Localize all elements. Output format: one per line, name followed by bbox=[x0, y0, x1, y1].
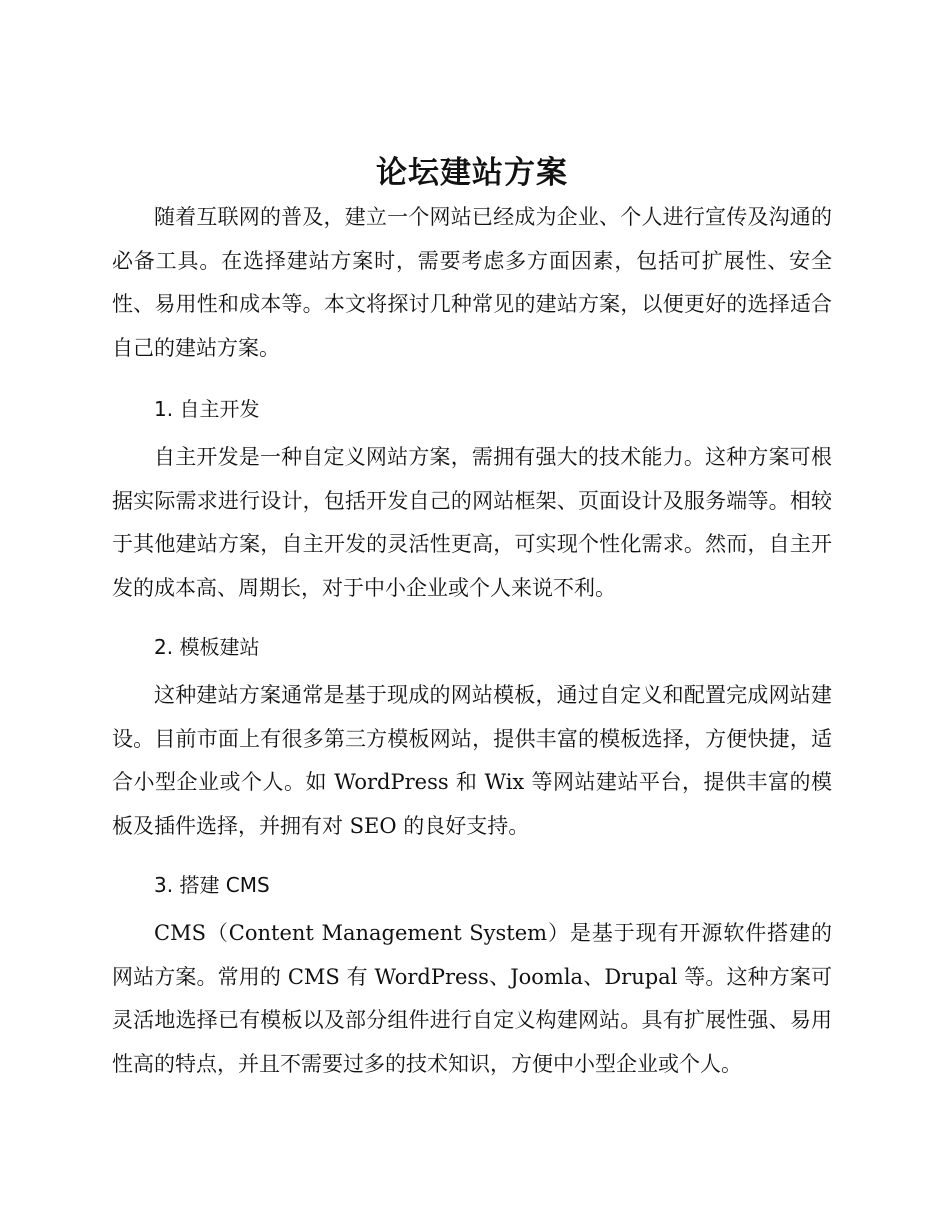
section-template-site bbox=[112, 632, 832, 848]
section-heading: 2. 模板建站 bbox=[154, 635, 260, 659]
section-self-development bbox=[112, 394, 832, 610]
section-heading: 3. 搭建 CMS bbox=[154, 873, 270, 897]
section-heading: 1. 自主开发 bbox=[154, 397, 260, 421]
document-page bbox=[112, 150, 832, 1086]
document-title: 论坛建站方案 bbox=[376, 155, 568, 191]
section-body: CMS（Content Management System）是基于现有开源软件搭建的网站方案。常用的 CMS 有 WordPress、Joomla、Drupal 等。这种方案可灵活地选择已有模板以及部分组件进行自定义构建网站。具有扩展性强、易用性高的特点，并且不需要过多的技术知识，方便中小型企业或个人。 bbox=[112, 921, 832, 1076]
section-body: 这种建站方案通常是基于现成的网站模板，通过自定义和配置完成网站建设。目前市面上有很多第三方模板网站，提供丰富的模板选择，方便快捷，适合小型企业或个人。如 WordPress 和 Wix 等网站建站平台，提供丰富的模板及插件选择，并拥有对 SEO 的良好支持。 bbox=[112, 683, 832, 838]
intro-paragraph: 随着互联网的普及，建立一个网站已经成为企业、个人进行宣传及沟通的必备工具。在选择建站方案时，需要考虑多方面因素，包括可扩展性、安全性、易用性和成本等。本文将探讨几种常见的建站方案，以便更好的选择适合自己的建站方案。 bbox=[112, 205, 832, 360]
section-cms bbox=[112, 870, 832, 1086]
section-body: 自主开发是一种自定义网站方案，需拥有强大的技术能力。这种方案可根据实际需求进行设计，包括开发自己的网站框架、页面设计及服务端等。相较于其他建站方案，自主开发的灵活性更高，可实现个性化需求。然而，自主开发的成本高、周期长，对于中小企业或个人来说不利。 bbox=[112, 445, 832, 600]
